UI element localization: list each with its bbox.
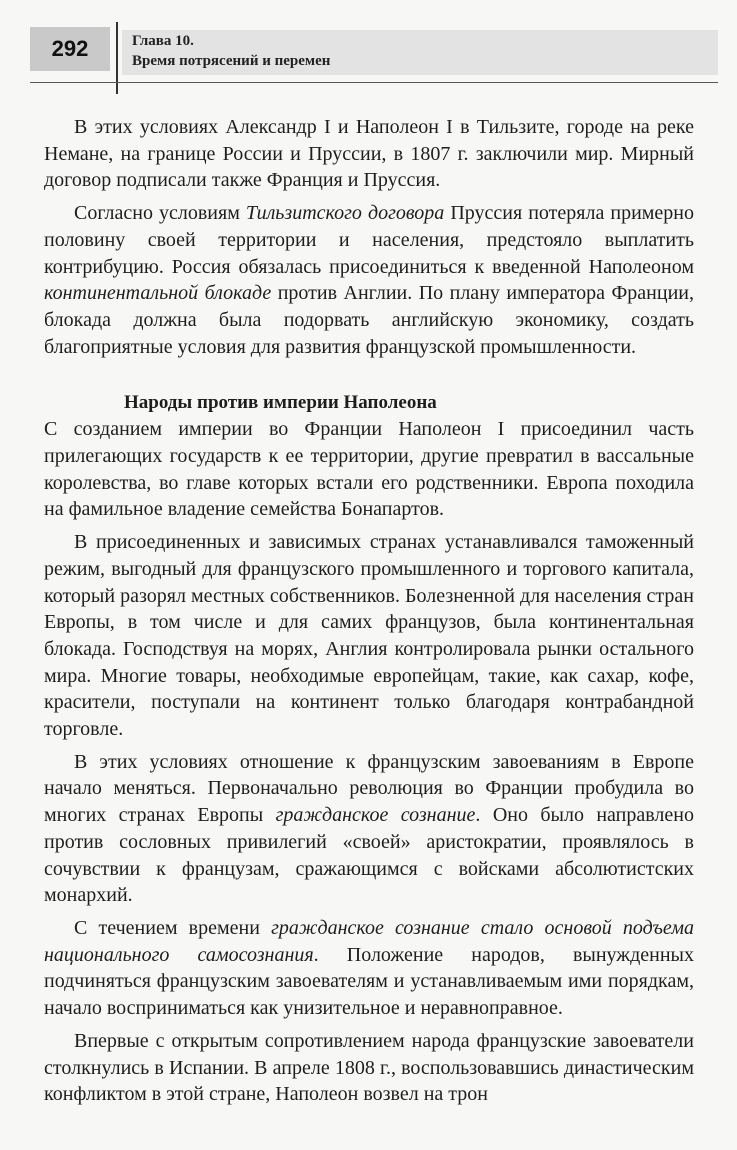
chapter-title: Время потрясений и перемен: [132, 53, 331, 69]
paragraph: [44, 749, 694, 909]
section-heading: Народы против империи Наполеона: [124, 392, 437, 414]
text-run: . Оно было направлено против сословных привилегий «своей» аристократии, проявлялось в сочувствии к французам, сражающимся с войсками абсолютистских монархий.: [44, 804, 694, 907]
text-run: Пруссия потеряла примерно половину своей территории и населения, предстояло выплатить контрибуцию. Россия обязалась присоединиться к введенной Наполеоном: [44, 202, 695, 278]
italic-term: гражданское сознание стало основой подъема национального самосознания: [44, 916, 695, 966]
page-header: [0, 0, 737, 100]
italic-term: Тильзитского договора: [245, 202, 445, 225]
text-run: Впервые с открытым сопротивлением народа французские завоеватели столкнулись в Испании. В апреле 1808 г., воспользовавшись династическим конфликтом в этой стране, Наполеон возвел на трон: [44, 1029, 694, 1106]
text-run: Согласно условиям: [74, 202, 246, 225]
header-divider-horizontal: [30, 82, 718, 83]
page-number: 292: [51, 36, 89, 61]
paragraph: [44, 114, 694, 194]
chapter-header-bar: [122, 30, 718, 75]
chapter-label: Глава 10.: [132, 33, 194, 49]
page-number-box: [30, 27, 110, 71]
text-run: С течением времени: [74, 916, 272, 939]
paragraph: [44, 529, 694, 743]
text-run: . Положение народов, вынужденных подчиняться французским завоевателям и устанавливаемым ими порядкам, начало восприниматься как унизительное и неравноправное.: [44, 943, 694, 1020]
paragraph: [44, 915, 694, 1022]
text-run: С созданием империи во Франции Наполеон I присоединил часть прилегающих государств к ее территории, другие превратил в вассальные королевства, во главе которых встали его родственники. Европа походила на фамильное владение семейства Бонапартов.: [44, 418, 694, 521]
paragraph: [44, 200, 694, 360]
page-body: [44, 114, 694, 1108]
text-run: против Англии. По плану императора Франции, блокада должна была подорвать английскую экономику, создать благоприятные условия для развития французской промышленности.: [44, 282, 694, 358]
paragraph: [44, 416, 694, 523]
text-run: В присоединенных и зависимых странах устанавливался таможенный режим, выгодный для французского промышленного и торгового капитала, который разорял местных собственников. Болезненной для населения стран Европы, в том числе и для самих французов, была континентальная блокада. Господствуя на морях, Англия контролировала рынки остального мира. Многие товары, необходимые европейцам, такие, как сахар, кофе, красители, поступали на континент только благодаря контрабандной торговле.: [44, 531, 694, 741]
paragraph: [44, 1028, 694, 1108]
text-run: В этих условиях отношение к французским завоеваниям в Европе начало меняться. Первоначально революция во Франции пробудила во многих странах Европы: [44, 750, 694, 827]
italic-term: гражданское сознание: [275, 804, 476, 827]
italic-term: континентальной блокаде: [44, 282, 272, 305]
header-divider-vertical: [116, 22, 118, 94]
text-run: В этих условиях Александр I и Наполеон I в Тильзите, городе на реке Немане, на границе России и Пруссии, в 1807 г. заключили мир. Мирный договор подписали также Франция и Пруссия.: [44, 116, 694, 192]
